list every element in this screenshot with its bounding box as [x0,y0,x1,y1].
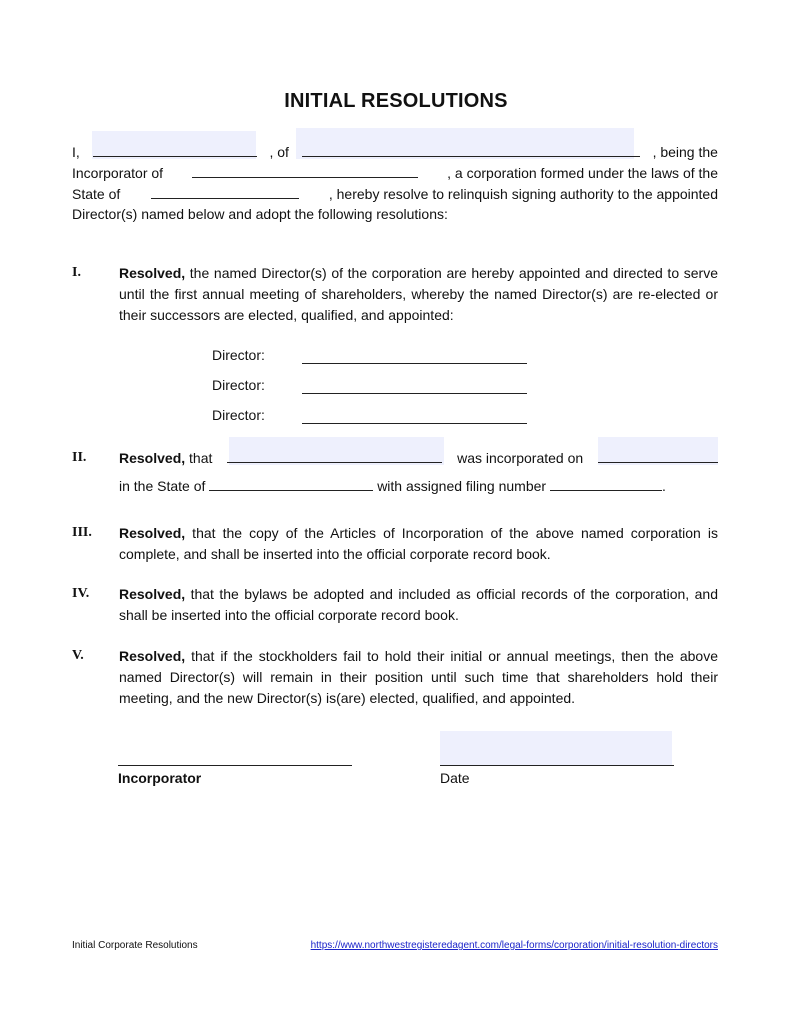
date-label: Date [440,770,470,786]
resolution-5-body: that if the stockholders fail to hold their initial or annual meetings, then the above named Director(s) will remain in their position until such time that shareholders hold their meeting, and the new Director(s) is(are) elected, qualified, and appointed. [119,648,718,706]
resolution-4-number: IV. [72,586,90,601]
resolution-2-lead-wrap [119,448,212,469]
resolution-4-text [119,584,718,626]
resolution-2-that: that [185,450,213,466]
incorporator-label: Incorporator [118,770,202,786]
director-label-2: Director: [212,377,265,393]
intro-corporation-text: , a corporation formed under the laws of the [447,165,718,181]
resolution-2-line-2 [119,476,666,497]
intro-resolve-text: , hereby resolve to relinquish signing authority to the appointed [328,186,718,202]
resolution-1-body: the named Director(s) of the corporation are hereby appointed and directed to serve until the first annual meeting of shareholders, whereby the named Director(s) are re-elected or their successors are elected, qualified, and appointed: [119,265,718,323]
intro-line-3 [72,184,718,202]
intro-of-text: , of [269,144,289,160]
director-line-1[interactable] [302,363,527,364]
resolution-3-lead: Resolved, [119,525,186,541]
resolution-2-state-text: in the State of [119,478,206,494]
resolution-5-number: V. [72,648,84,663]
intro-line-4: Director(s) named below and adopt the following resolutions: [72,206,448,222]
resolution-2-lead: Resolved, [119,450,186,466]
date-field[interactable] [440,731,672,765]
resolution-4-body: that the bylaws be adopted and included as official records of the corporation, and shall be inserted into the official corporate record book. [119,586,718,623]
resolution-1-lead: Resolved, [119,265,186,281]
intro-incorporator-text: Incorporator of [72,165,164,181]
resolution-2-line-1 [119,448,718,469]
footer-link[interactable]: https://www.northwestregisteredagent.com/legal-forms/corporation/initial-resolution-directors [310,940,718,951]
intro-state-text: State of [72,186,121,202]
director-label-3: Director: [212,407,265,423]
corporation-blank [227,448,442,463]
document-title: INITIAL RESOLUTIONS [284,90,508,112]
resolution-2-filing-text: with assigned filing number [377,478,547,494]
intro-i-text: I, [72,144,80,160]
resolution-2-period: . [661,478,666,494]
resolution-4-lead: Resolved, [119,586,186,602]
intro-line-2 [72,163,718,181]
resolution-3-body: that the copy of the Articles of Incorporation of the above named corporation is complete, and shall be inserted into the official corporate record book. [119,525,718,562]
address-blank [302,142,640,157]
filing-number-blank[interactable] [550,476,662,491]
resolution-5-lead: Resolved, [119,648,186,664]
intro-line-1 [72,142,718,160]
director-line-3[interactable] [302,423,527,424]
date-signature-line [440,765,674,766]
intro-being-text: , being the [652,144,718,160]
director-label-1: Director: [212,347,265,363]
resolution-3-number: III. [72,525,92,540]
state-blank[interactable] [151,184,299,199]
name-blank [93,142,257,157]
incorporator-signature-line[interactable] [118,765,352,766]
corporation-name-blank[interactable] [192,163,418,178]
state-of-incorporation-blank[interactable] [209,476,373,491]
date-blank [598,448,718,463]
director-line-2[interactable] [302,393,527,394]
resolution-1-text [119,263,718,326]
resolution-3-text [119,523,718,565]
resolution-2-incorporated-text: was incorporated on [457,450,584,466]
footer-title: Initial Corporate Resolutions [72,940,198,951]
date-input[interactable] [440,731,676,767]
resolution-1-number: I. [72,265,81,280]
resolution-2-number: II. [72,450,87,465]
resolution-5-text [119,646,718,709]
